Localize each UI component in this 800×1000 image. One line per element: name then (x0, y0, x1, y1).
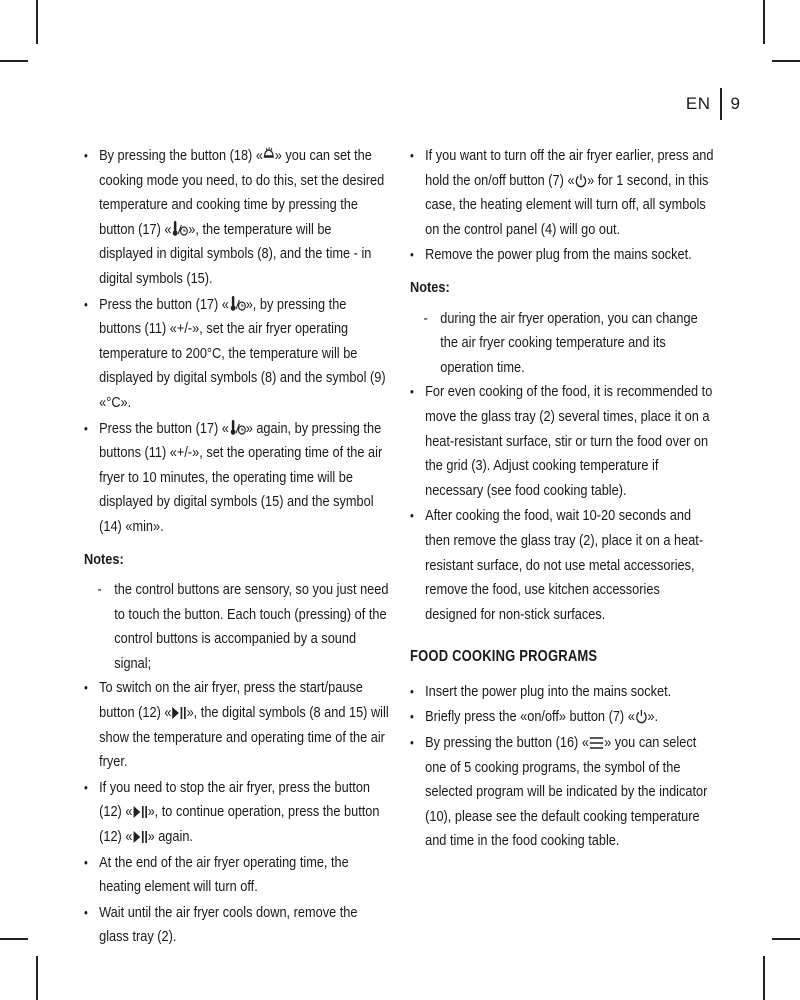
play-pause-icon (132, 805, 147, 819)
thermometer-clock-icon (229, 295, 246, 312)
crop-mark-top-right-h (772, 60, 800, 62)
right-column (410, 144, 715, 855)
thermometer-clock-icon (171, 220, 188, 237)
note-item: - the control buttons are sensory, so you just need to touch the button. Each touch (pressing) of the control buttons is accompanied by a sound signal; (84, 578, 389, 676)
list-item: • Insert the power plug into the mains socket. (410, 680, 715, 705)
header-divider (720, 88, 722, 120)
list-item: • Remove the power plug from the mains socket. (410, 243, 715, 268)
crop-mark-bottom-left (36, 956, 38, 1000)
list-item: • By pressing the button (16) « » you can select one of 5 cooking programs, the symbol of the selected program will be indicated by the indicator (10), please see the default cooking temperature and time in the food cooking table. (410, 731, 715, 854)
crop-mark-top-right (763, 0, 765, 44)
power-icon (635, 709, 648, 724)
left-column (84, 144, 389, 951)
list-item: • By pressing the button (18) « » you can set the cooking mode you need, to do this, set the desired temperature and cooking time by pressing the button (17) « », the temperature will be displayed in digital symbols (8), and the time - in digital symbols (15). (84, 144, 389, 292)
list-item: • Wait until the air fryer cools down, remove the glass tray (2). (84, 901, 389, 950)
page-number: 9 (730, 94, 740, 113)
crop-mark-bottom-right (763, 956, 765, 1000)
language-code: EN (685, 94, 711, 113)
list-item: • If you need to stop the air fryer, press the button (12) « », to continue operation, press the button (12) « » again. (84, 776, 389, 850)
crop-mark-bottom-right-h (772, 938, 800, 940)
cooking-mode-icon (263, 147, 275, 163)
page-header (686, 88, 740, 120)
notes-heading: Notes: (410, 278, 450, 296)
list-item: • At the end of the air fryer operating time, the heating element will turn off. (84, 851, 389, 900)
crop-mark-bottom-left-h (0, 938, 28, 940)
list-item: • If you want to turn off the air fryer earlier, press and hold the on/off button (7) « » for 1 second, in this case, the heating element will turn off, all symbols on the control panel (4) will go out. (410, 144, 715, 242)
list-item: • After cooking the food, wait 10-20 seconds and then remove the glass tray (2), place it on a heat-resistant surface, do not use metal accessories, remove the food, use kitchen accessories designed for non-stick surfaces. (410, 504, 715, 627)
notes-heading: Notes: (84, 550, 124, 568)
menu-lines-icon (589, 736, 604, 750)
section-title: FOOD COOKING PROGRAMS (410, 648, 598, 666)
thermometer-clock-icon (229, 419, 246, 436)
power-icon (575, 173, 588, 188)
note-item: - during the air fryer operation, you can change the air fryer cooking temperature and its operation time. (410, 307, 715, 381)
play-pause-icon (171, 706, 186, 720)
list-item: • For even cooking of the food, it is recommended to move the glass tray (2) several times, place it on a heat-resistant surface, stir or turn the food over on the grid (3). Adjust cooking temperature if necessary (see food cooking table). (410, 380, 715, 503)
play-pause-icon (132, 830, 147, 844)
crop-mark-top-left-h (0, 60, 28, 62)
list-item: • Briefly press the «on/off» button (7) « ». (410, 705, 715, 730)
list-item: • Press the button (17) « » again, by pressing the buttons (11) «+/-», set the operating time of the air fryer to 10 minutes, the operating time will be displayed by digital symbols (15) and the symbol (14) «min». (84, 417, 389, 540)
list-item: • Press the button (17) « », by pressing the buttons (11) «+/-», set the air fryer operating temperature to 200°C, the temperature will be displayed by digital symbols (8) and the symbol (9) «°C». (84, 293, 389, 416)
crop-mark-top-left (36, 0, 38, 44)
list-item: • To switch on the air fryer, press the start/pause button (12) « », the digital symbols (8 and 15) will show the temperature and operating time of the air fryer. (84, 676, 389, 774)
